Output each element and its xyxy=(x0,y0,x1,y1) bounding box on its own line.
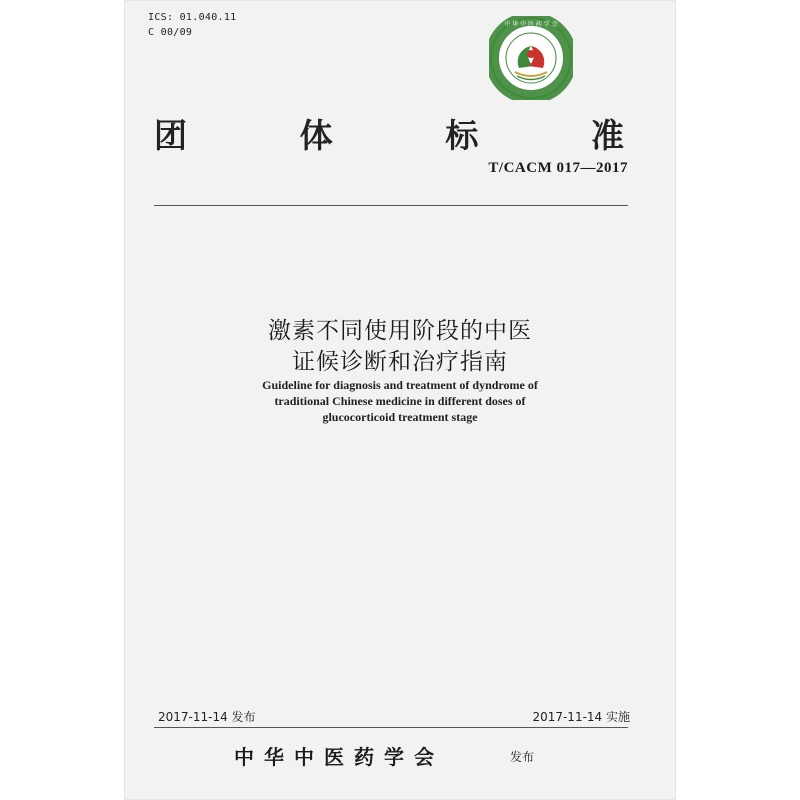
svg-text:中 华 中 医 药 学 会: 中 华 中 医 药 学 会 xyxy=(504,21,558,28)
category-char: 标 xyxy=(445,116,479,155)
issue-date: 2017-11-14 发布 xyxy=(158,710,256,724)
title-en-line2: traditional Chinese medicine in different doses of xyxy=(274,394,526,408)
title-english xyxy=(124,377,676,425)
category-char: 体 xyxy=(299,116,333,155)
title-zh-line2: 证候诊断和治疗指南 xyxy=(292,349,508,375)
category-char: 准 xyxy=(590,116,624,155)
standard-cover-page xyxy=(124,0,676,800)
title-zh-line1: 激素不同使用阶段的中医 xyxy=(268,318,532,344)
publisher-suffix: 发布 xyxy=(510,750,535,764)
title-en-line1: Guideline for diagnosis and treatment of dyndrome of xyxy=(262,378,538,392)
implementation-date: 2017-11-14 实施 xyxy=(532,710,630,724)
title-en-line3: glucocorticoid treatment stage xyxy=(322,410,478,424)
standard-number: T/CACM 017—2017 xyxy=(488,160,628,176)
document-category-heading xyxy=(154,110,624,157)
ics-code: ICS: 01.040.11 xyxy=(148,12,237,23)
classification-code: C 00/09 xyxy=(148,27,193,38)
publisher-name: 中华中医药学会 xyxy=(234,745,444,769)
association-logo-icon xyxy=(489,16,573,100)
header-divider xyxy=(154,205,628,206)
category-char: 团 xyxy=(154,116,187,155)
association-logo xyxy=(489,16,573,100)
footer-divider xyxy=(154,727,628,728)
